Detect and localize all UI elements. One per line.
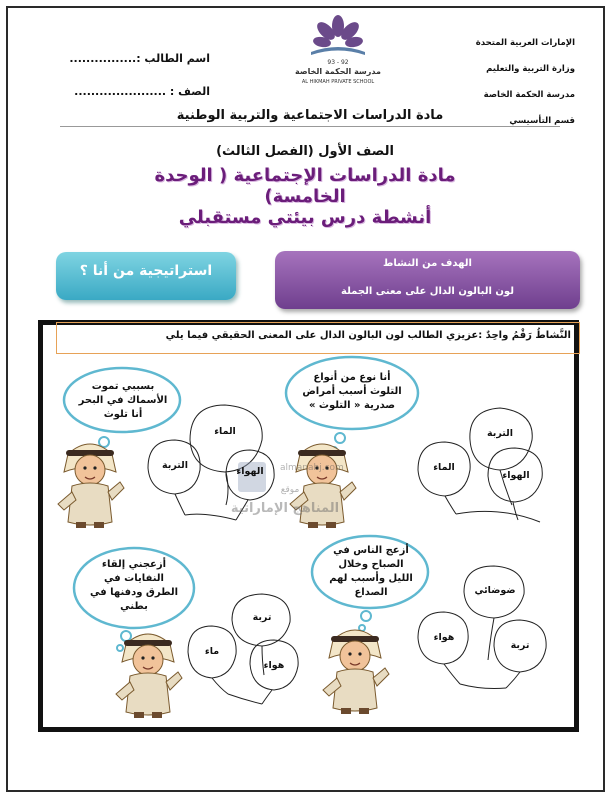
- balloon-label-3a: تربة: [252, 612, 272, 623]
- subject-line: مادة الدراسات الاجتماعية والتربية الوطنية: [176, 108, 444, 123]
- logo-years: 93 - 92: [327, 59, 349, 66]
- balloon-outline-3b[interactable]: [188, 626, 236, 694]
- department-label: قسم التأسيسي: [509, 116, 575, 126]
- balloon-label-1c: الهواء: [236, 466, 264, 477]
- balloon-outline-2c[interactable]: [488, 448, 542, 520]
- balloon-label-4c: تربة: [510, 640, 530, 651]
- balloon-label-2a: التربة: [487, 428, 513, 439]
- boy-character-3: [116, 634, 182, 718]
- watermark-site: almanahj.com: [280, 463, 344, 473]
- grade-line: الصف الأول (الفصل الثالث): [216, 144, 394, 159]
- strategy-box: استراتيجية من أنا ؟: [56, 252, 236, 300]
- balloon-label-3b: ماء: [204, 646, 220, 657]
- balloon-label-1b: التربة: [162, 460, 188, 471]
- balloon-outline-3c[interactable]: [250, 640, 298, 704]
- boy-character-4: [323, 630, 389, 714]
- activity-title: أنشطة درس بيئتي مستقبلي: [178, 207, 432, 228]
- unit-title: مادة الدراسات الإجتماعية ( الوحدة الخامسة): [154, 165, 456, 207]
- bubble-text-2: أنا نوع من أنواع التلوث أسبب أمراض صدرية « التلوث »: [302, 372, 402, 411]
- school-label: مدرسة الحكمة الخاصة: [483, 90, 575, 100]
- bubble-text-4: أزعج الناس في الصباح وخلال الليل وأسبب لهم الصداع: [329, 545, 413, 598]
- watermark-line1: موقع: [280, 485, 300, 495]
- watermark-line2: المناهج الإماراتية: [230, 501, 340, 516]
- goal-text: لون البالون الدال على معنى الجملة: [341, 286, 514, 297]
- class-field[interactable]: الصف : ......................: [74, 85, 210, 98]
- balloon-outline-4b[interactable]: [418, 612, 468, 684]
- balloon-label-4b: هواء: [433, 632, 455, 643]
- ministry-label: وزارة التربية والتعليم: [486, 64, 575, 74]
- goal-heading: الهدف من النشاط: [383, 258, 472, 269]
- student-name-field[interactable]: اسم الطالب :................: [69, 52, 210, 65]
- balloon-outline-2b[interactable]: [418, 442, 470, 514]
- balloon-label-3c: هواء: [263, 660, 285, 671]
- boy-character-1: [58, 444, 124, 528]
- country-label: الإمارات العربية المتحدة: [475, 38, 575, 48]
- instruction-text: النَّشاطُ رَقْمُ واحِدٌ :عزيزي الطالب لون البالون الدال على المعنى الحقيقي فيما يلي: [165, 330, 571, 341]
- balloon-label-2c: الهواء: [502, 470, 530, 481]
- balloon-outline-4c[interactable]: [494, 620, 546, 688]
- logo-english-name: AL HIKMAH PRIVATE SCHOOL: [301, 79, 375, 85]
- bubble-text-1: بسببي تموت الأسماك في البحر أنا تلوث: [78, 381, 168, 420]
- balloon-label-1a: الماء: [214, 426, 236, 437]
- logo-arabic-name: مدرسة الحكمة الخاصة: [295, 67, 381, 76]
- balloon-label-4a: ضوضائي: [474, 585, 516, 596]
- balloon-outline-2a[interactable]: [470, 408, 532, 505]
- balloon-label-2b: الماء: [433, 462, 455, 473]
- bubble-text-3: أزعجني إلقاء النفايات في الطرق ودفنها في بطني: [89, 559, 179, 612]
